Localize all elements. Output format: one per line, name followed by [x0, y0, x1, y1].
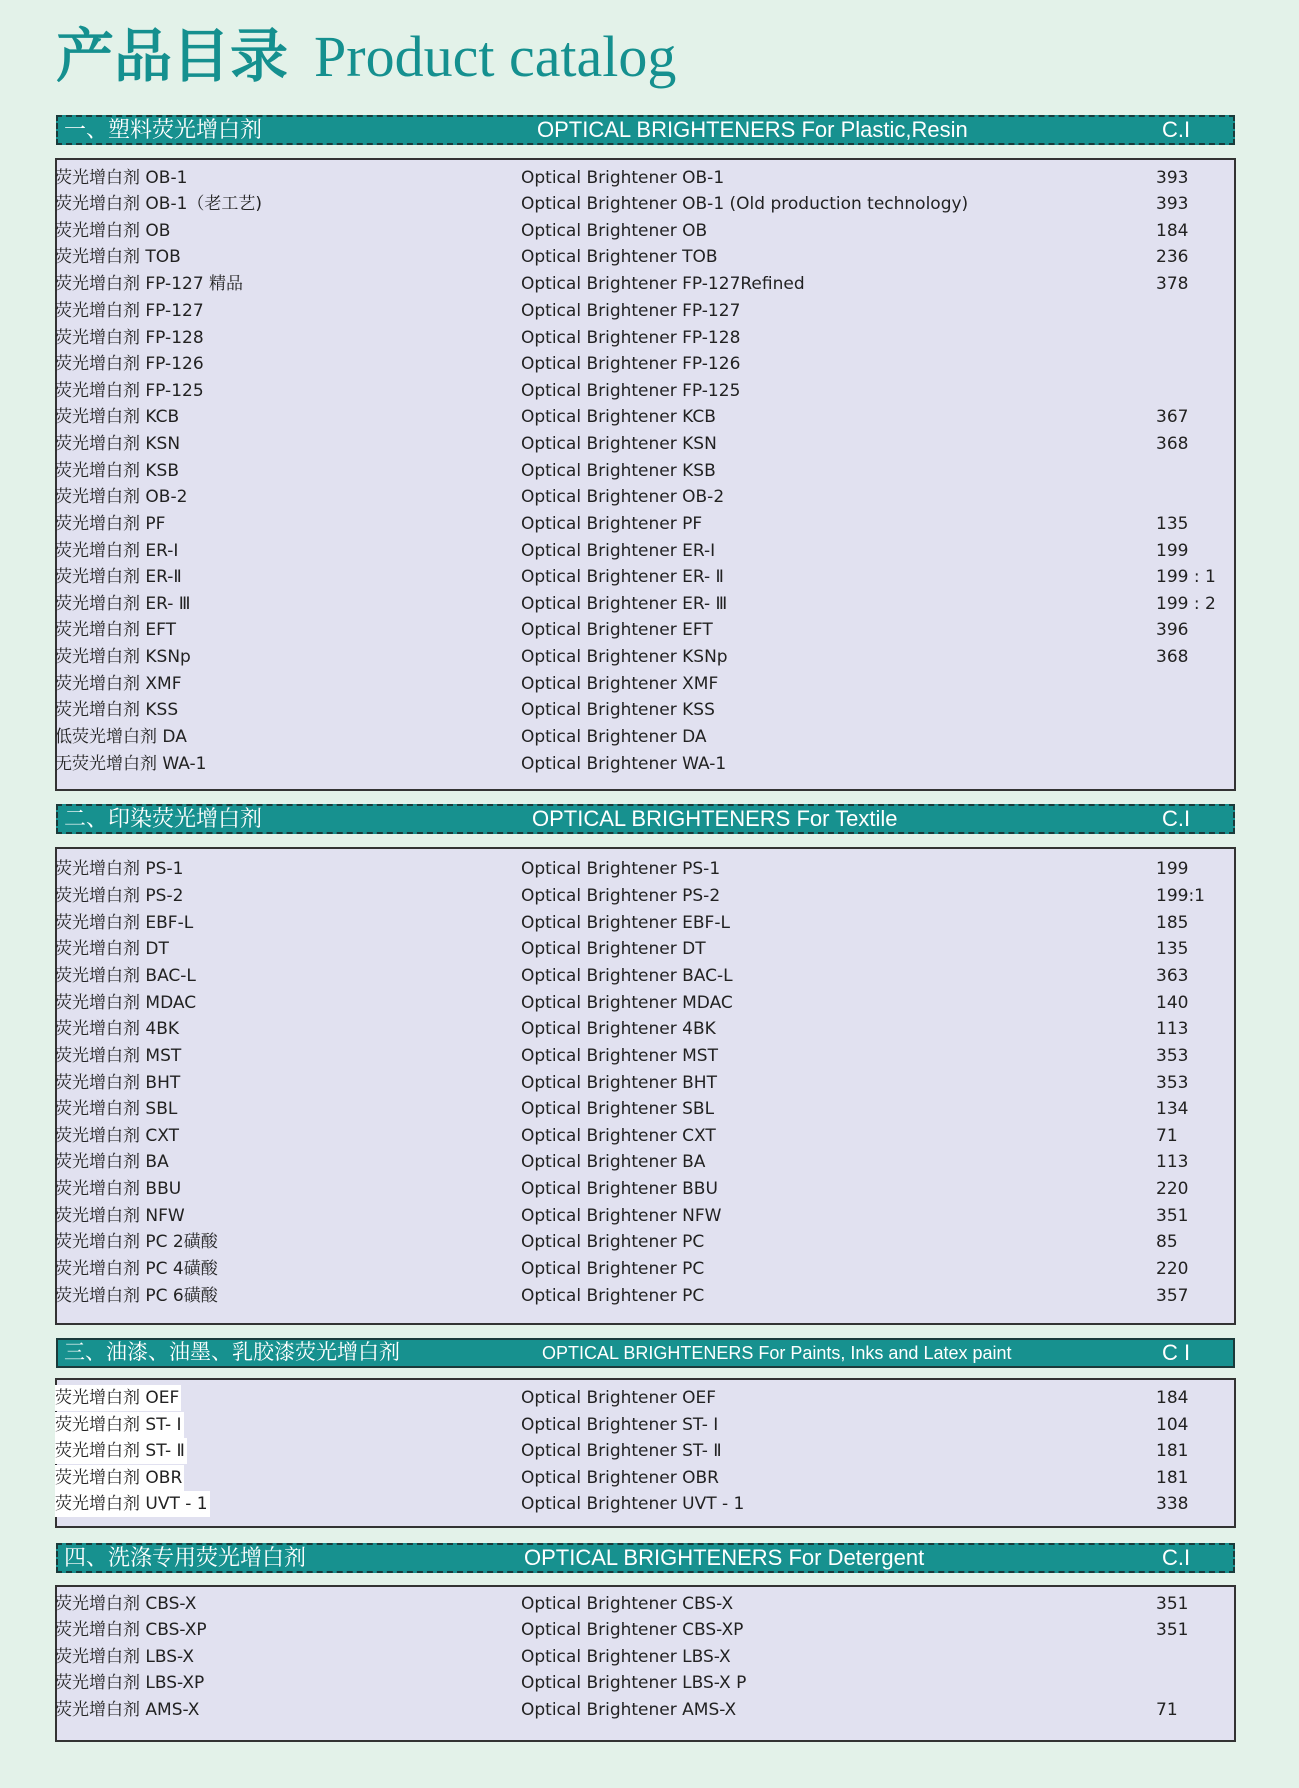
product-ci: 220	[1156, 1259, 1189, 1279]
section-ci-header: C.I	[1162, 806, 1191, 831]
table-row	[55, 1465, 1236, 1491]
page-title-en: Product catalog	[314, 24, 677, 89]
product-ci: 393	[1156, 194, 1189, 214]
product-name-cn: 荧光增白剂 CBS-XP	[55, 1620, 207, 1640]
table-row	[55, 564, 1236, 590]
table-row	[55, 990, 1236, 1016]
table-row	[55, 351, 1236, 377]
product-name-en: Optical Brightener BHT	[521, 1073, 717, 1093]
table-row	[55, 1070, 1236, 1096]
table-row	[55, 617, 1236, 643]
product-ci: 134	[1156, 1099, 1189, 1119]
table-row	[55, 218, 1236, 244]
product-ci: 199:1	[1156, 886, 1205, 906]
section-title-en: OPTICAL BRIGHTENERS For Textile	[532, 806, 898, 831]
table-row	[55, 1697, 1236, 1723]
product-name-cn: 荧光增白剂 AMS-X	[55, 1700, 200, 1720]
product-ci: 199	[1156, 541, 1189, 561]
section-title-cn: 一、塑料荧光增白剂	[64, 117, 263, 142]
table-row	[55, 244, 1236, 270]
section-ci-header: C.I	[1162, 1545, 1191, 1570]
table-row	[55, 963, 1236, 989]
product-name-cn: 荧光增白剂 OBR	[55, 1465, 184, 1491]
product-name-cn: 荧光增白剂 CBS-X	[55, 1594, 197, 1614]
product-ci: 135	[1156, 939, 1189, 959]
product-name-cn: 荧光增白剂 BA	[55, 1152, 169, 1172]
section-title-cn: 三、油漆、油墨、乳胶漆荧光增白剂	[64, 1341, 400, 1364]
table-row	[55, 936, 1236, 962]
product-ci: 368	[1156, 434, 1189, 454]
section-header-paints	[56, 1338, 1235, 1368]
product-ci: 184	[1156, 1388, 1189, 1408]
product-ci: 135	[1156, 514, 1189, 534]
product-ci: 199 : 1	[1156, 567, 1216, 587]
product-name-en: Optical Brightener ER-I	[521, 541, 716, 561]
table-row	[55, 1256, 1236, 1282]
table-row	[55, 1670, 1236, 1696]
table-row	[55, 484, 1236, 510]
table-row	[55, 591, 1236, 617]
product-name-en: Optical Brightener KSB	[521, 461, 716, 481]
product-name-en: Optical Brightener FP-128	[521, 328, 741, 348]
table-row	[55, 1644, 1236, 1670]
product-name-cn: 荧光增白剂 BHT	[55, 1073, 181, 1093]
product-ci: 338	[1156, 1494, 1189, 1514]
product-name-en: Optical Brightener PC	[521, 1232, 705, 1252]
product-name-cn: 荧光增白剂 CXT	[55, 1126, 180, 1146]
product-ci: 393	[1156, 168, 1189, 188]
product-name-cn: 荧光增白剂 FP-125	[55, 381, 204, 401]
product-name-cn: 荧光增白剂 EBF-L	[55, 913, 194, 933]
section-ci-header: C I	[1162, 1340, 1191, 1365]
product-name-en: Optical Brightener UVT - 1	[521, 1494, 745, 1514]
product-name-cn: 荧光增白剂 DT	[55, 939, 169, 959]
product-name-cn: 荧光增白剂 OEF	[55, 1385, 181, 1411]
product-name-cn: 荧光增白剂 KSN	[55, 434, 181, 454]
table-row	[55, 1149, 1236, 1175]
product-name-en: Optical Brightener KCB	[521, 407, 716, 427]
product-name-en: Optical Brightener KSS	[521, 700, 715, 720]
product-name-en: Optical Brightener PS-2	[521, 886, 721, 906]
product-name-en: Optical Brightener OB-1 (Old production technology)	[521, 194, 969, 214]
product-name-en: Optical Brightener MDAC	[521, 993, 733, 1013]
product-name-cn: 荧光增白剂 OB-2	[55, 487, 188, 507]
table-row	[55, 325, 1236, 351]
table-row	[55, 191, 1236, 217]
product-ci: 353	[1156, 1046, 1189, 1066]
product-name-en: Optical Brightener CBS-X	[521, 1594, 734, 1614]
section-title-cn: 二、印染荧光增白剂	[64, 806, 263, 831]
table-row	[55, 1176, 1236, 1202]
product-ci: 199	[1156, 859, 1189, 879]
product-name-en: Optical Brightener EFT	[521, 620, 713, 640]
product-ci: 396	[1156, 620, 1189, 640]
product-ci: 113	[1156, 1019, 1189, 1039]
product-name-cn: 荧光增白剂 OB-1	[55, 168, 188, 188]
product-name-en: Optical Brightener CBS-XP	[521, 1620, 744, 1640]
section-title-cn: 四、洗涤专用荧光增白剂	[64, 1545, 307, 1570]
product-name-cn: 荧光增白剂 ER-Ⅱ	[55, 567, 182, 587]
product-name-cn: 荧光增白剂 SBL	[55, 1099, 178, 1119]
product-name-cn: 荧光增白剂 BAC-L	[55, 966, 196, 986]
product-ci: 351	[1156, 1594, 1189, 1614]
product-name-cn: 荧光增白剂 EFT	[55, 620, 177, 640]
product-ci: 181	[1156, 1441, 1189, 1461]
section-title-en: OPTICAL BRIGHTENERS For Plastic,Resin	[537, 117, 968, 142]
product-name-cn: 荧光增白剂 XMF	[55, 674, 182, 694]
table-row	[55, 511, 1236, 537]
product-name-cn: 荧光增白剂 ER-I	[55, 541, 179, 561]
product-ci: 368	[1156, 647, 1189, 667]
product-name-en: Optical Brightener DA	[521, 727, 707, 747]
product-ci: 181	[1156, 1468, 1189, 1488]
product-name-cn: 荧光增白剂 MST	[55, 1046, 182, 1066]
product-name-en: Optical Brightener MST	[521, 1046, 718, 1066]
product-name-cn: 荧光增白剂 PC 4磺酸	[55, 1259, 218, 1279]
product-ci: 357	[1156, 1286, 1189, 1306]
product-name-en: Optical Brightener KSN	[521, 434, 717, 454]
product-name-cn: 荧光增白剂 FP-127 精品	[55, 274, 244, 294]
product-name-en: Optical Brightener ST- Ⅱ	[521, 1441, 722, 1461]
product-name-en: Optical Brightener ER- Ⅲ	[521, 594, 728, 614]
table-row	[55, 1096, 1236, 1122]
product-name-cn: 荧光增白剂 LBS-XP	[55, 1673, 205, 1693]
table-row	[55, 378, 1236, 404]
product-name-cn: 荧光增白剂 ST- Ⅱ	[55, 1438, 187, 1464]
product-name-en: Optical Brightener EBF-L	[521, 913, 730, 933]
product-name-en: Optical Brightener BA	[521, 1152, 706, 1172]
product-name-cn: 荧光增白剂 KSNp	[55, 647, 191, 667]
product-name-cn: 荧光增白剂 TOB	[55, 247, 181, 267]
product-name-en: Optical Brightener PS-1	[521, 859, 721, 879]
product-name-cn: 荧光增白剂 FP-128	[55, 328, 204, 348]
product-ci: 184	[1156, 221, 1189, 241]
product-name-en: Optical Brightener OB-2	[521, 487, 725, 507]
product-ci: 85	[1156, 1232, 1178, 1252]
product-name-cn: 荧光增白剂 PC 6磺酸	[55, 1286, 218, 1306]
product-name-en: Optical Brightener PC	[521, 1286, 705, 1306]
table-row	[55, 165, 1236, 191]
table-row	[55, 1123, 1236, 1149]
product-name-en: Optical Brightener XMF	[521, 674, 719, 694]
section-title-en: OPTICAL BRIGHTENERS For Detergent	[524, 1545, 925, 1570]
table-row	[55, 644, 1236, 670]
table-row	[55, 1043, 1236, 1069]
product-name-cn: 荧光增白剂 4BK	[55, 1019, 180, 1039]
product-name-en: Optical Brightener WA-1	[521, 754, 727, 774]
product-ci: 71	[1156, 1700, 1178, 1720]
product-ci: 220	[1156, 1179, 1189, 1199]
product-name-en: Optical Brightener DT	[521, 939, 706, 959]
product-name-en: Optical Brightener OBR	[521, 1468, 719, 1488]
table-row	[55, 1617, 1236, 1643]
product-ci: 236	[1156, 247, 1189, 267]
table-row	[55, 1016, 1236, 1042]
table-row	[55, 883, 1236, 909]
product-name-cn: 荧光增白剂 PC 2磺酸	[55, 1232, 218, 1252]
product-name-en: Optical Brightener LBS-X	[521, 1647, 731, 1667]
table-row	[55, 671, 1236, 697]
product-ci: 104	[1156, 1415, 1189, 1435]
table-row	[55, 458, 1236, 484]
product-name-cn: 荧光增白剂 FP-127	[55, 301, 204, 321]
product-name-cn: 荧光增白剂 OB-1（老工艺)	[55, 194, 263, 214]
table-row	[55, 1491, 1236, 1517]
section-title-en: OPTICAL BRIGHTENERS For Paints, Inks and Latex paint	[542, 1343, 1012, 1363]
table-row	[55, 1283, 1236, 1309]
page-title-cn: 产品目录	[56, 24, 289, 89]
section-header-plastic	[56, 115, 1235, 145]
product-name-en: Optical Brightener KSNp	[521, 647, 728, 667]
product-name-cn: 荧光增白剂 NFW	[55, 1206, 185, 1226]
table-row	[55, 1412, 1236, 1438]
product-name-en: Optical Brightener FP-127	[521, 301, 741, 321]
product-name-en: Optical Brightener LBS-X P	[521, 1673, 747, 1693]
product-name-en: Optical Brightener PC	[521, 1259, 705, 1279]
table-row	[55, 1203, 1236, 1229]
product-name-cn: 荧光增白剂 ER- Ⅲ	[55, 594, 191, 614]
section-ci-header: C.I	[1162, 117, 1191, 142]
product-ci: 71	[1156, 1126, 1178, 1146]
product-name-cn: 荧光增白剂 ST- Ⅰ	[55, 1412, 184, 1438]
product-ci: 351	[1156, 1620, 1189, 1640]
product-name-en: Optical Brightener TOB	[521, 247, 718, 267]
table-row	[55, 1229, 1236, 1255]
product-name-en: Optical Brightener OB-1	[521, 168, 725, 188]
product-name-en: Optical Brightener 4BK	[521, 1019, 716, 1039]
product-name-en: Optical Brightener SBL	[521, 1099, 715, 1119]
product-ci: 199 : 2	[1156, 594, 1216, 614]
product-name-cn: 荧光增白剂 KSB	[55, 461, 180, 481]
table-row	[55, 697, 1236, 723]
product-name-en: Optical Brightener NFW	[521, 1206, 722, 1226]
product-name-cn: 荧光增白剂 KSS	[55, 700, 179, 720]
product-ci: 353	[1156, 1073, 1189, 1093]
product-name-cn: 荧光增白剂 MDAC	[55, 993, 197, 1013]
product-name-en: Optical Brightener PF	[521, 514, 703, 534]
product-name-cn: 荧光增白剂 PF	[55, 514, 166, 534]
product-name-en: Optical Brightener OB	[521, 221, 708, 241]
product-name-cn: 荧光增白剂 FP-126	[55, 354, 204, 374]
product-name-cn: 荧光增白剂 LBS-X	[55, 1647, 194, 1667]
page-title	[56, 22, 676, 92]
product-ci: 367	[1156, 407, 1189, 427]
product-name-cn: 荧光增白剂 KCB	[55, 407, 180, 427]
product-name-cn: 荧光增白剂 BBU	[55, 1179, 182, 1199]
table-row	[55, 298, 1236, 324]
product-ci: 363	[1156, 966, 1189, 986]
product-name-en: Optical Brightener FP-127Refined	[521, 274, 805, 294]
table-row	[55, 1438, 1236, 1464]
product-name-cn: 低荧光增白剂 DA	[55, 727, 187, 747]
table-row	[55, 431, 1236, 457]
product-name-cn: 无荧光增白剂 WA-1	[55, 754, 207, 774]
product-name-en: Optical Brightener AMS-X	[521, 1700, 737, 1720]
product-name-en: Optical Brightener FP-125	[521, 381, 741, 401]
product-name-en: Optical Brightener ER- Ⅱ	[521, 567, 724, 587]
product-ci: 140	[1156, 993, 1189, 1013]
table-row	[55, 404, 1236, 430]
product-name-cn: 荧光增白剂 PS-2	[55, 886, 184, 906]
product-name-en: Optical Brightener CXT	[521, 1126, 716, 1146]
product-name-en: Optical Brightener BBU	[521, 1179, 718, 1199]
table-row	[55, 1591, 1236, 1617]
table-row	[55, 724, 1236, 750]
product-ci: 113	[1156, 1152, 1189, 1172]
product-ci: 185	[1156, 913, 1189, 933]
product-name-en: Optical Brightener ST- Ⅰ	[521, 1415, 719, 1435]
product-ci: 351	[1156, 1206, 1189, 1226]
product-name-en: Optical Brightener BAC-L	[521, 966, 733, 986]
product-name-cn: 荧光增白剂 OB	[55, 221, 171, 241]
section-header-detergent	[56, 1543, 1235, 1573]
table-row	[55, 910, 1236, 936]
product-name-en: Optical Brightener OEF	[521, 1388, 717, 1408]
product-name-en: Optical Brightener FP-126	[521, 354, 741, 374]
table-row	[55, 856, 1236, 882]
product-name-cn: 荧光增白剂 UVT - 1	[55, 1491, 210, 1517]
table-row	[55, 751, 1236, 777]
table-row	[55, 271, 1236, 297]
product-ci: 378	[1156, 274, 1189, 294]
table-row	[55, 538, 1236, 564]
table-row	[55, 1385, 1236, 1411]
section-header-textile	[56, 804, 1235, 834]
product-name-cn: 荧光增白剂 PS-1	[55, 859, 184, 879]
